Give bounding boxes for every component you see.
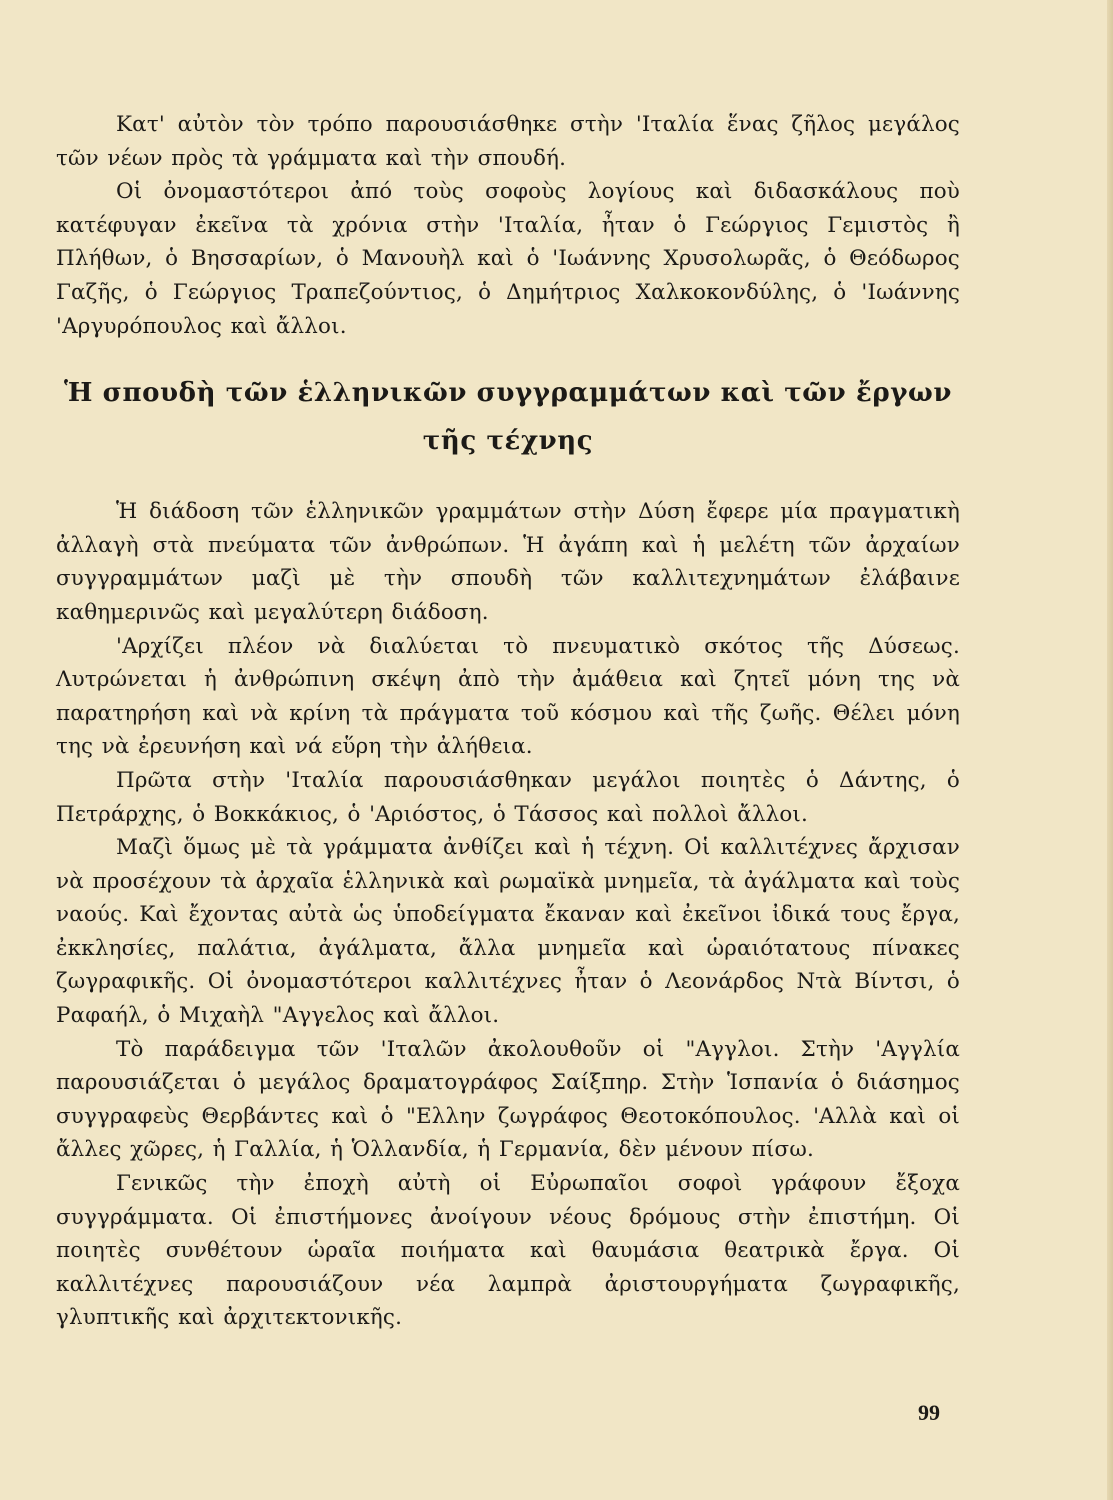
section-heading-line-2: τῆς τέχνης [422,426,594,457]
page-number: 99 [918,1400,940,1425]
paragraph-other-countries: Τὸ παράδειγμα τῶν 'Ιταλῶν ἀκολουθοῦν οἱ "Αγγλοι. Στὴν 'Αγγλία παρουσιάζεται ὁ μεγάλος δραματογράφος Σαίξπηρ. Στὴν Ἱσπανία ὁ διάσημος συγγραφεὺς Θερβάντες καὶ ὁ "Ελλην ζωγράφος Θεοτοκόπουλος. 'Αλλὰ καὶ οἱ ἄλλες χῶρες, ἡ Γαλλία, ἡ Ὁλλανδία, ἡ Γερμανία, δὲν μένουν πίσω. [56,1036,960,1163]
paragraph-darkness: 'Αρχίζει πλέον νὰ διαλύεται τὸ πνευματικὸ σκότος τῆς Δύσεως. Λυτρώνεται ἡ ἀνθρώπινη σκέψη ἀπὸ τὴν ἀμάθεια καὶ ζητεῖ μόνη της νὰ παρατηρήση καὶ νὰ κρίνη τὰ πράγματα τοῦ κόσμου καὶ τῆς ζωῆς. Θέλει μόνη της νὰ ἐρευνήση καὶ νά εὕρη τὴν ἀλήθεια. [56,633,960,760]
paragraph-diffusion: Ἡ διάδοση τῶν ἑλληνικῶν γραμμάτων στὴν Δύση ἔφερε μία πραγματικὴ ἀλλαγὴ στὰ πνεύματα τῶν ἀνθρώπων. Ἡ ἀγάπη καὶ ἡ μελέτη τῶν ἀρχαίων συγγραμμάτων μαζὶ μὲ τὴν σπουδὴ τῶν καλλιτεχνημάτων ἐλάβαινε καθημερινῶς καὶ μεγαλύτερη διάδοση. [56,499,960,625]
section-heading-line-1: Ἡ σπουδὴ τῶν ἑλληνικῶν συγγραμμάτων καὶ τῶν ἔργων [63,378,953,409]
paragraph-europe: Γενικῶς τὴν ἐποχὴ αὐτὴ οἱ Εὐρωπαῖοι σοφοὶ γράφουν ἔξοχα συγγράμματα. Οἱ ἐπιστήμονες ἀνοίγουν νέους δρόμους στὴν ἐπιστήμη. Οἱ ποιητὲς συνθέτουν ὡραῖα ποιήματα καὶ θαυμάσια θεατρικὰ ἔργα. Οἱ καλλιτέχνες παρουσιάζουν νέα λαμπρὰ ἀριστουργήματα ζωγραφικῆς, γλυπτικῆς καὶ ἀρχιτεκτονικῆς. [56,1171,960,1331]
page-edge [1107,0,1113,1500]
paragraph-poets: Πρῶτα στὴν 'Ιταλία παρουσιάσθηκαν μεγάλοι ποιητὲς ὁ Δάντης, ὁ Πετράρχης, ὁ Βοκκάκιος, ὁ 'Αριόστος, ὁ Τάσσος καὶ πολλοὶ ἄλλοι. [56,767,960,827]
paragraph-art: Μαζὶ ὅμως μὲ τὰ γράμματα ἀνθίζει καὶ ἡ τέχνη. Οἱ καλλιτέχνες ἄρχισαν νὰ προσέχουν τὰ ἀρχαῖα ἑλληνικὰ καὶ ρωμαϊκὰ μνημεῖα, τὰ ἀγάλματα καὶ τοὺς ναούς. Καὶ ἔχοντας αὐτὰ ὡς ὑποδείγματα ἔκαναν καὶ ἐκεῖνοι ἰδικά τους ἔργα, ἐκκλησίες, παλάτια, ἀγάλματα, ἄλλα μνημεῖα καὶ ὡραιότατους πίνακες ζωγραφικῆς. Οἱ ὀνομαστότεροι καλλιτέχνες ἦταν ὁ Λεονάρδος Ντὰ Βίντσι, ὁ Ραφαήλ, ὁ Μιχαὴλ "Αγγελος καὶ ἄλλοι. [56,835,960,1029]
paragraph-intro: Κατ' αὐτὸν τὸν τρόπο παρουσιάσθηκε στὴν 'Ιταλία ἕνας ζῆλος μεγάλος τῶν νέων πρὸς τὰ γράμματα καὶ τὴν σπουδή. [56,112,960,171]
paragraph-scholars: Οἱ ὀνομαστότεροι ἀπό τοὺς σοφοὺς λογίους καὶ διδασκάλους ποὺ κατέφυγαν ἐκεῖνα τὰ χρόνια στὴν 'Ιταλία, ἦταν ὁ Γεώργιος Γεμιστὸς ἢ Πλήθων, ὁ Βησσαρίων, ὁ Μανουὴλ καὶ ὁ 'Ιωάννης Χρυσολωρᾶς, ὁ Θεόδωρος Γαζῆς, ὁ Γεώργιος Τραπεζούντιος, ὁ Δημήτριος Χαλκοκονδύλης, ὁ 'Ιωάννης 'Αργυρόπουλος καὶ ἄλλοι. [56,179,960,339]
section-heading [56,369,960,465]
book-page [56,108,960,1335]
